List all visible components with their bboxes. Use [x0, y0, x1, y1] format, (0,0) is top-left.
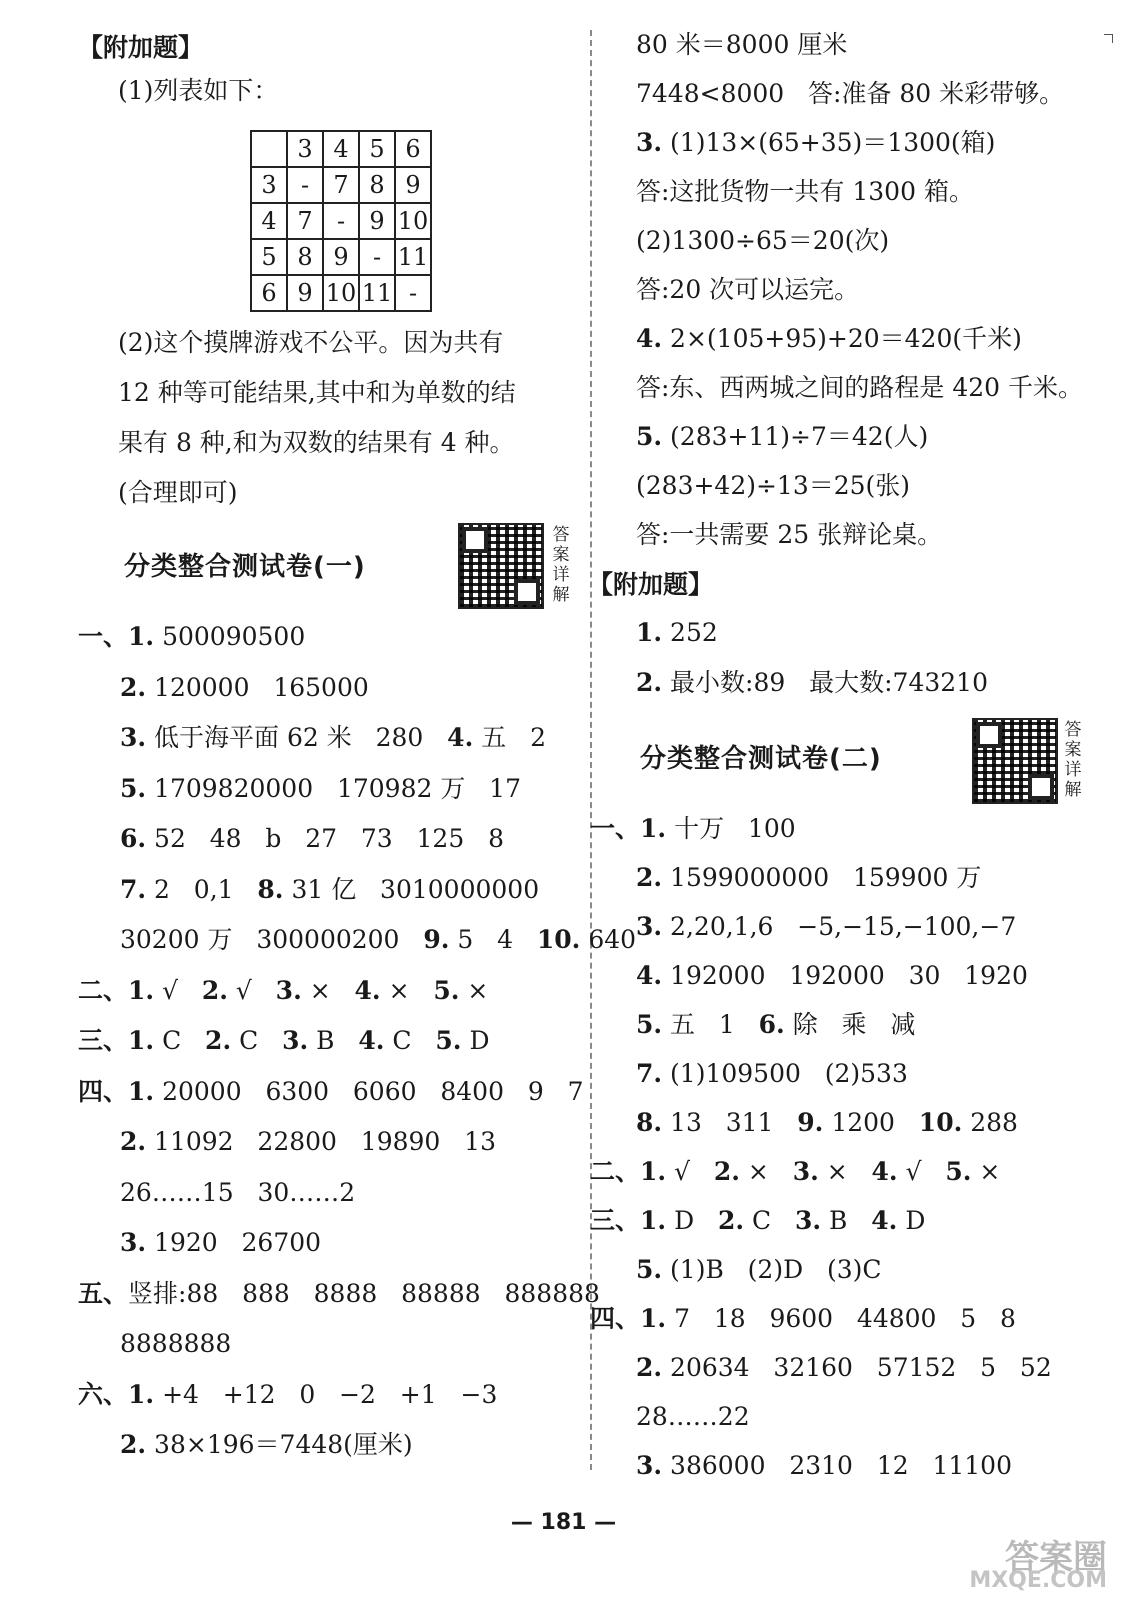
watermark-logo: 答案圈 [1005, 1538, 1107, 1578]
q1-intro: (1)列表如下： [118, 76, 279, 105]
qr-label-1: 答案详解 [552, 525, 570, 605]
answer-text: 640 [580, 925, 637, 954]
answer-line [120, 1226, 321, 1260]
page-corner-mark [1104, 34, 1113, 43]
answer-text: (1)13×(65+35)＝1300(箱) [662, 128, 996, 157]
qr-code-2[interactable] [972, 718, 1058, 804]
answer-text: C [154, 1026, 206, 1055]
answer-text: 7448<8000 答:准备 80 米彩带够。 [636, 79, 1065, 108]
answer-text: 288 [962, 1108, 1018, 1137]
answer-line [636, 224, 889, 258]
table-row [251, 275, 431, 311]
answer-text: 5 4 [449, 925, 537, 954]
section-prefix: 三、 [78, 1026, 129, 1055]
question-number: 5. [433, 975, 460, 1005]
answer-text: √ [666, 1157, 714, 1186]
question-number: 9. [797, 1108, 824, 1137]
table-cell: 9 [323, 239, 359, 275]
answer-text: 低于海平面 62 米 280 [146, 723, 448, 752]
question-number: 2. [636, 863, 663, 892]
answer-line [120, 671, 369, 705]
answer-text: D [461, 1026, 490, 1055]
question-number: 1. [128, 622, 155, 651]
answer-text: 26……15 30……2 [120, 1177, 356, 1207]
answer-text: × [459, 975, 489, 1005]
answer-text: (1)109500 (2)533 [662, 1059, 908, 1088]
question-number: 2. [120, 1127, 147, 1156]
section-prefix: 一、 [590, 814, 641, 843]
question-number: 3. [636, 912, 663, 941]
answer-line [636, 420, 928, 454]
question-number: 5. [636, 1255, 663, 1284]
answer-text: 8888888 [120, 1329, 232, 1358]
answer-line [636, 371, 1083, 405]
answer-line [636, 1253, 882, 1287]
answer-text: 十万 100 [666, 814, 796, 843]
answer-line [636, 126, 995, 160]
table-cell: 10 [395, 203, 431, 239]
answer-line [636, 861, 981, 895]
answer-line [120, 772, 521, 806]
answer-text: 52 48 b 27 73 125 8 [146, 824, 504, 853]
qr-code-1[interactable] [458, 523, 544, 609]
answer-text: 20000 6300 6060 8400 9 7 [154, 1076, 584, 1106]
answer-text: (283+11)÷7＝42(人) [662, 422, 929, 451]
table-cell: 6 [395, 131, 431, 167]
section-prefix: 四、 [78, 1076, 129, 1106]
section-prefix: 三、 [590, 1206, 641, 1235]
answer-text: 2 0,1 [146, 874, 258, 904]
answer-line [590, 1204, 925, 1238]
answer-text: 五 1 [662, 1010, 759, 1039]
answer-text: 竖排:88 888 8888 88888 888888 [128, 1278, 600, 1308]
table-cell: 4 [251, 203, 287, 239]
answer-text: 2,20,1,6 −5,−15,−100,−7 [662, 912, 1017, 941]
table-cell [251, 131, 287, 167]
section-title-1: 分类整合测试卷(一) [124, 552, 366, 582]
table-cell: 6 [251, 275, 287, 311]
table-cell: 5 [251, 239, 287, 275]
section-prefix: 二、 [590, 1157, 641, 1186]
question-number: 3. [792, 1157, 819, 1186]
question-number: 10. [918, 1108, 963, 1137]
answer-text: × [301, 975, 355, 1005]
question-number: 2. [717, 1206, 745, 1235]
table-cell: - [395, 275, 431, 311]
section-prefix: 二、 [78, 975, 129, 1005]
table-cell: 7 [287, 203, 323, 239]
answer-line [120, 1327, 231, 1361]
answer-text: 13 311 [662, 1108, 798, 1137]
question-number: 1. [640, 1206, 667, 1235]
question-number: 3. [795, 1206, 822, 1235]
answer-line [636, 518, 942, 552]
question-number: 5. [636, 422, 663, 451]
question-number: 3. [282, 1026, 309, 1055]
question-number: 10. [536, 925, 581, 954]
section-prefix: 四、 [590, 1304, 641, 1333]
answer-line [636, 322, 1022, 356]
answer-text: C [384, 1026, 436, 1055]
table-cell: 9 [359, 203, 395, 239]
answer-text: 28……22 [636, 1402, 750, 1431]
question-number: 7. [120, 874, 147, 904]
watermark-url: MXQE.COM [969, 1568, 1107, 1593]
question-number: 1. [636, 618, 663, 647]
answer-text: (2)这个摸牌游戏不公平。因为共有 [118, 328, 504, 357]
table-cell: 11 [395, 239, 431, 275]
answer-text: √ [897, 1157, 946, 1186]
answer-line [636, 1057, 908, 1091]
answer-text: B [821, 1206, 872, 1235]
question-number: 7. [636, 1059, 663, 1088]
question-number: 2. [120, 672, 147, 702]
answer-text: 答:一共需要 25 张辩论桌。 [636, 520, 943, 549]
answer-text: × [818, 1157, 872, 1186]
question-number: 4. [358, 1026, 385, 1055]
answer-text: D [897, 1206, 926, 1235]
answer-line [636, 469, 910, 503]
answer-line [78, 1378, 497, 1412]
column-divider [590, 30, 592, 1470]
question-number: 8. [257, 874, 284, 904]
answer-text: C [744, 1206, 795, 1235]
question-number: 9. [423, 925, 450, 954]
answer-line [78, 1075, 583, 1109]
answer-text: 20634 32160 57152 5 52 [662, 1353, 1052, 1382]
question-number: 3. [120, 723, 147, 752]
answer-line [120, 822, 504, 856]
answer-line [636, 959, 1028, 993]
table-cell: 8 [287, 239, 323, 275]
answer-line [636, 910, 1016, 944]
qr-label-2: 答案详解 [1064, 720, 1082, 800]
table-row [251, 131, 431, 167]
question-number: 2. [636, 668, 663, 697]
answer-text: × [739, 1157, 793, 1186]
question-number: 1. [640, 1157, 667, 1186]
fujia-heading: 【附加题】 [78, 33, 204, 62]
q2-line [118, 326, 503, 360]
answer-text: 答:东、西两城之间的路程是 420 千米。 [636, 373, 1084, 402]
table-cell: 4 [323, 131, 359, 167]
section-prefix: 六、 [78, 1379, 129, 1409]
question-number: 3. [120, 1228, 147, 1257]
answer-text: 386000 2310 12 11100 [662, 1451, 1012, 1480]
answer-line [78, 974, 488, 1008]
answer-line [120, 1176, 355, 1210]
question-number: 6. [758, 1010, 785, 1039]
answer-line [636, 1106, 1018, 1140]
answer-text: 7 18 9600 44800 5 8 [666, 1304, 1016, 1333]
answer-text: 11092 22800 19890 13 [146, 1127, 496, 1156]
answer-line [636, 1449, 1012, 1483]
question-number: 1. [128, 1379, 155, 1409]
question-number: 5. [435, 1026, 462, 1055]
fujia-line [636, 666, 988, 700]
answer-line [78, 1277, 600, 1311]
answer-text: 1599000000 159900 万 [662, 863, 982, 892]
question-number: 1. [128, 1076, 155, 1106]
q2-line [118, 376, 516, 410]
question-number: 3. [636, 1451, 663, 1480]
answer-text: 除 乘 减 [784, 1010, 916, 1039]
answer-text: (1)B (2)D (3)C [662, 1255, 882, 1284]
question-number: 4. [871, 1206, 898, 1235]
question-number: 5. [120, 773, 147, 803]
section-title-2: 分类整合测试卷(二) [640, 744, 882, 774]
answer-text: 30200 万 300000200 [120, 925, 424, 954]
question-number: 4. [871, 1157, 898, 1186]
table-cell: 10 [323, 275, 359, 311]
answer-text: 252 [662, 618, 718, 647]
answer-text: √ [154, 975, 202, 1005]
answer-text: 果有 8 种,和为双数的结果有 4 种。 [118, 428, 515, 457]
table-cell: 3 [251, 167, 287, 203]
answer-text: 2×(105+95)+20＝420(千米) [662, 324, 1022, 353]
table-cell: - [287, 167, 323, 203]
question-number: 1. [640, 1304, 667, 1333]
page-number: — 181 — [510, 1510, 617, 1535]
question-number: 5. [636, 1010, 663, 1039]
answer-line [590, 812, 796, 846]
answer-text: 500090500 [154, 622, 306, 651]
question-number: 5. [945, 1157, 972, 1186]
answer-line [120, 1125, 496, 1159]
table-cell: - [359, 239, 395, 275]
answer-text: (2)1300÷65＝20(次) [636, 226, 890, 255]
answer-text: 80 米＝8000 厘米 [636, 30, 848, 59]
question-number: 1. [128, 1026, 155, 1055]
answer-line [636, 28, 847, 62]
answer-line [636, 273, 859, 307]
question-number: 4. [447, 723, 474, 752]
answer-line [636, 1400, 750, 1434]
answer-text: 答:这批货物一共有 1300 箱。 [636, 177, 974, 206]
question-number: 3. [636, 128, 663, 157]
question-number: 2. [636, 1353, 663, 1382]
answer-line [120, 721, 546, 755]
section-prefix: 五、 [78, 1278, 129, 1308]
table-cell: 11 [359, 275, 395, 311]
question-number: 3. [275, 975, 302, 1005]
question-number: 4. [636, 961, 663, 990]
q2-line [118, 476, 238, 510]
answer-text: (合理即可) [118, 478, 238, 507]
answer-text: 31 亿 3010000000 [283, 874, 540, 904]
question-number: 4. [636, 324, 663, 353]
sum-table [250, 130, 432, 312]
table-cell: 5 [359, 131, 395, 167]
answer-line [636, 1351, 1052, 1385]
answer-text: 1920 26700 [146, 1228, 322, 1257]
table-row [251, 203, 431, 239]
question-number: 4. [354, 975, 381, 1005]
question-number: 8. [636, 1108, 663, 1137]
answer-line [78, 1024, 490, 1058]
answer-text: 192000 192000 30 1920 [662, 961, 1028, 990]
answer-text: 12 种等可能结果,其中和为单数的结 [118, 378, 516, 407]
answer-text: × [380, 975, 434, 1005]
fujia-heading-2: 【附加题】 [588, 570, 714, 599]
answer-line [590, 1155, 1000, 1189]
answer-text: 1200 [823, 1108, 919, 1137]
answer-line [120, 1428, 413, 1462]
section-prefix: 一、 [78, 622, 129, 651]
question-number: 1. [128, 975, 155, 1005]
answer-line [120, 923, 636, 957]
answer-text: 最小数:89 最大数:743210 [662, 668, 988, 697]
table-cell: 3 [287, 131, 323, 167]
fujia-line [636, 616, 718, 650]
question-number: 2. [205, 1026, 232, 1055]
table-row [251, 167, 431, 203]
answer-text: D [666, 1206, 718, 1235]
answer-line [78, 620, 305, 654]
question-number: 1. [640, 814, 667, 843]
table-cell: 8 [359, 167, 395, 203]
table-cell: 9 [395, 167, 431, 203]
answer-line [590, 1302, 1016, 1336]
answer-text: B [308, 1026, 359, 1055]
answer-line [636, 175, 974, 209]
answer-line [636, 77, 1064, 111]
table-row [251, 239, 431, 275]
question-number: 2. [120, 1430, 147, 1459]
answer-line [636, 1008, 915, 1042]
table-cell: 7 [323, 167, 359, 203]
table-cell: - [323, 203, 359, 239]
answer-text: √ [227, 975, 276, 1005]
answer-text: +4 +12 0 −2 +1 −3 [154, 1379, 498, 1409]
answer-text: × [971, 1157, 1001, 1186]
question-number: 2. [713, 1157, 740, 1186]
answer-line [120, 873, 539, 907]
question-number: 6. [120, 824, 147, 853]
answer-text: 答:20 次可以运完。 [636, 275, 860, 304]
answer-text: C [231, 1026, 283, 1055]
answer-text: (283+42)÷13＝25(张) [636, 471, 911, 500]
table-cell: 9 [287, 275, 323, 311]
answer-text: 五 2 [473, 723, 546, 752]
answer-text: 38×196＝7448(厘米) [146, 1430, 413, 1459]
answer-text: 120000 165000 [146, 672, 369, 702]
question-number: 2. [201, 975, 228, 1005]
answer-text: 1709820000 170982 万 17 [146, 773, 521, 803]
q2-line [118, 426, 515, 460]
